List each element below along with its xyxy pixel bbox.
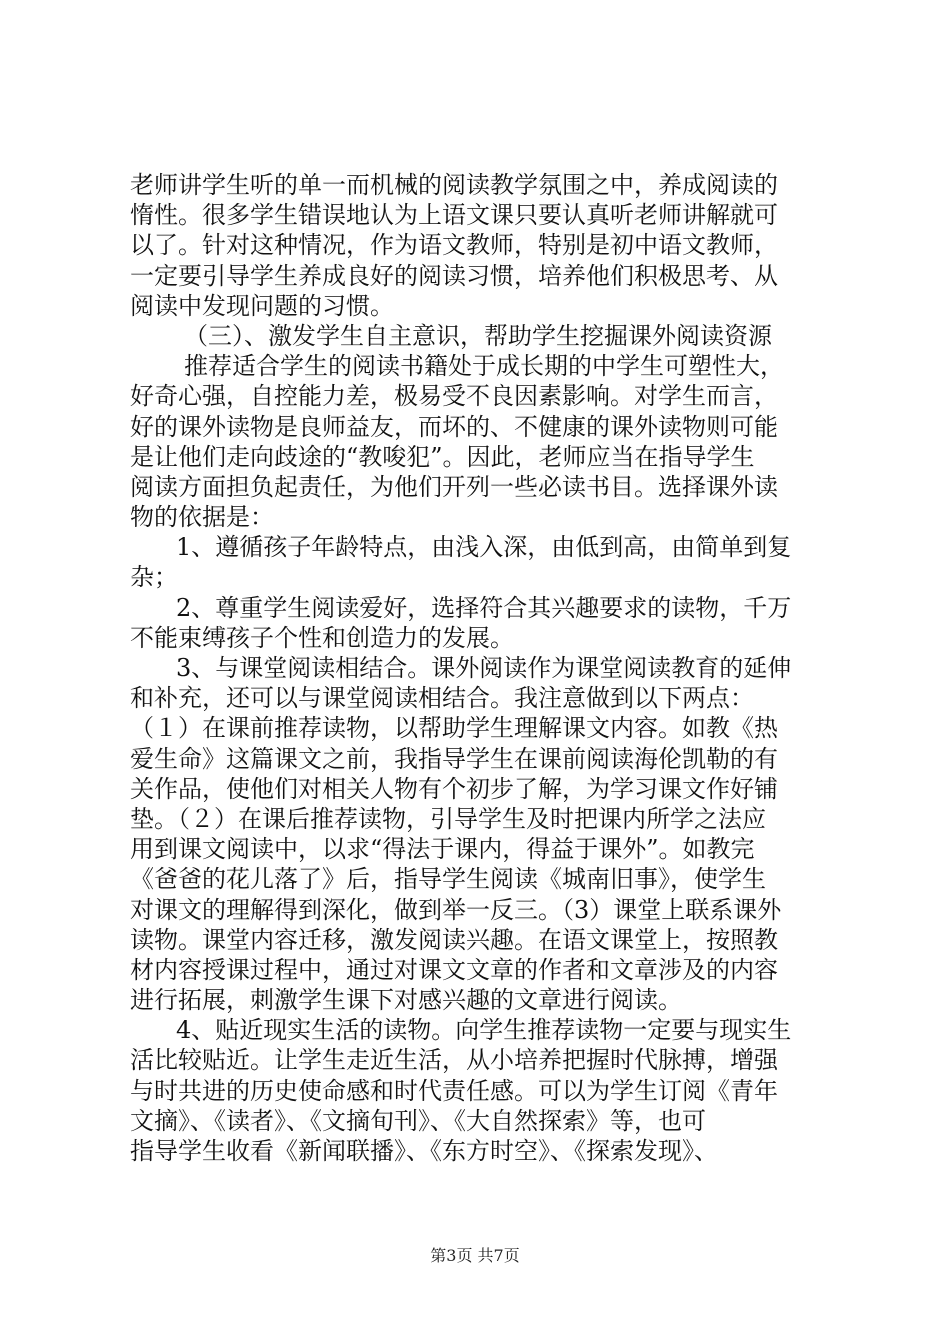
text-line: 对课文的理解得到深化，做到举一反三。（3）课堂上联系课外: [130, 895, 782, 924]
text-line: 爱生命》这篇课文之前，我指导学生在课前阅读海伦凯勒的有: [130, 744, 778, 773]
text-line: 好的课外读物是良师益友，而坏的、不健康的课外读物则可能: [130, 412, 778, 441]
text-line: 和补充，还可以与课堂阅读相结合。我注意做到以下两点：: [130, 684, 754, 713]
section-heading: （三）、激发学生自主意识，帮助学生挖掘课外阅读资源: [184, 321, 772, 350]
text-line: 是让他们走向歧途的“教唆犯”。因此，老师应当在指导学生: [130, 442, 755, 471]
text-line: 阅读中发现问题的习惯。: [130, 291, 394, 320]
page-number: 第3页 共7页: [430, 1246, 520, 1265]
text-line: 推荐适合学生的阅读书籍处于成长期的中学生可塑性大，: [184, 352, 784, 381]
text-line: 垫。（２）在课后推荐读物，引导学生及时把课内所学之法应: [130, 804, 766, 833]
text-line: 用到课文阅读中，以求“得法于课内，得益于课外”。如教完: [130, 835, 755, 864]
text-line: 文摘》、《读者》、《文摘旬刊》、《大自然探索》等，也可: [130, 1106, 706, 1135]
text-line: 杂；: [130, 563, 178, 592]
text-line: 老师讲学生听的单一而机械的阅读教学氛围之中，养成阅读的: [130, 171, 778, 199]
text-line: （１）在课前推荐读物，以帮助学生理解课文内容。如教《热: [130, 714, 778, 743]
text-line: 读物。课堂内容迁移，激发阅读兴趣。在语文课堂上，按照教: [130, 925, 778, 954]
text-line: 惰性。很多学生错误地认为上语文课只要认真听老师讲解就可: [130, 201, 778, 230]
list-item: 4、贴近现实生活的读物。向学生推荐读物一定要与现实生: [176, 1016, 792, 1045]
list-item: 2、尊重学生阅读爱好，选择符合其兴趣要求的读物，千万: [176, 593, 792, 622]
text-line: 材内容授课过程中，通过对课文文章的作者和文章涉及的内容: [130, 955, 778, 984]
list-item: 1、遵循孩子年龄特点，由浅入深，由低到高，由简单到复: [176, 533, 792, 562]
text-line: 进行拓展，刺激学生课下对感兴趣的文章进行阅读。: [130, 986, 682, 1015]
text-line: 指导学生收看《新闻联播》、《东方时空》、《探索发现》、: [130, 1137, 718, 1165]
text-line: 阅读方面担负起责任，为他们开列一些必读书目。选择课外读: [130, 472, 778, 501]
page-footer: [0, 1246, 950, 1266]
text-line: 与时共进的历史使命感和时代责任感。可以为学生订阅《青年: [130, 1076, 778, 1105]
text-line: 好奇心强，自控能力差，极易受不良因素影响。对学生而言，: [130, 382, 778, 411]
text-line: 《爸爸的花儿落了》后，指导学生阅读《城南旧事》，使学生: [130, 865, 766, 894]
text-line: 不能束缚孩子个性和创造力的发展。: [130, 623, 514, 652]
text-line: 关作品，使他们对相关人物有个初步了解，为学习课文作好铺: [130, 774, 778, 803]
list-item: 3、与课堂阅读相结合。课外阅读作为课堂阅读教育的延伸: [176, 654, 792, 682]
text-line: 以了。针对这种情况，作为语文教师，特别是初中语文教师，: [130, 231, 778, 260]
document-body: [130, 170, 830, 1166]
text-line: 活比较贴近。让学生走近生活，从小培养把握时代脉搏，增强: [130, 1046, 778, 1075]
text-line: 物的依据是：: [130, 503, 274, 532]
text-line: 一定要引导学生养成良好的阅读习惯，培养他们积极思考、从: [130, 261, 778, 290]
